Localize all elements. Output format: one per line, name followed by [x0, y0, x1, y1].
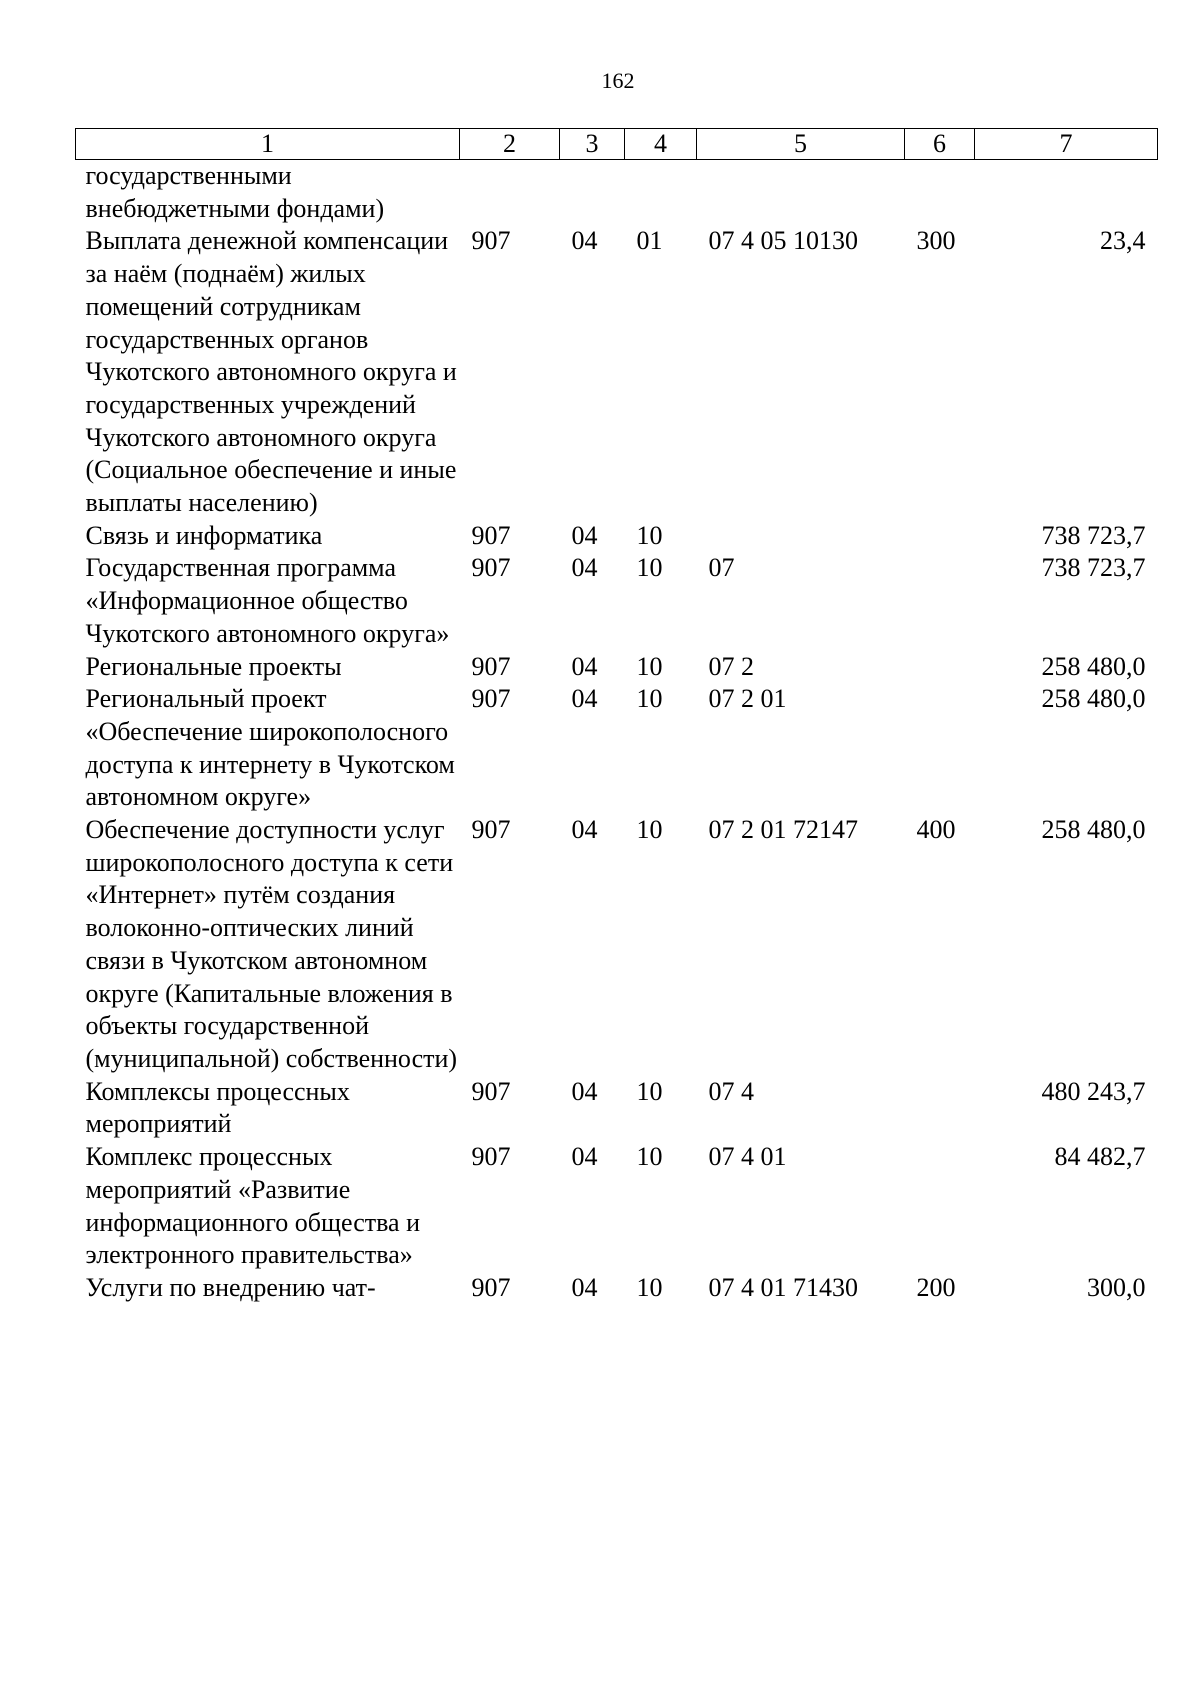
row-admin-code: 907: [471, 553, 511, 583]
column-header-7: 7: [975, 129, 1158, 160]
row-admin-code: 907: [471, 651, 511, 681]
row-target-article: 07 2: [708, 651, 754, 681]
row-admin-code: 907: [471, 684, 511, 714]
row-name: Обеспечение доступности услуг широкополосного доступа к сети «Интернет» путём создания волоконно-оптических линий связи в Чукотском автономном округе (Капитальные вложения в объекты государственной (муниципальной) собственности): [85, 815, 458, 1073]
row-section: 04: [571, 520, 598, 550]
row-amount: 258 480,0: [1041, 684, 1146, 714]
row-section: 04: [571, 1076, 598, 1106]
column-header-3: 3: [560, 129, 625, 160]
row-admin-code: 907: [471, 226, 511, 256]
table-header-row: [76, 129, 1158, 160]
row-expense-type: [905, 520, 975, 553]
table-row: [76, 160, 1158, 226]
row-name: государственными внебюджетными фондами): [85, 161, 385, 223]
row-amount: 258 480,0: [1041, 815, 1146, 845]
row-subsection: 10: [636, 1142, 663, 1172]
row-amount: 84 482,7: [1054, 1142, 1146, 1172]
row-target-article: [697, 160, 905, 226]
row-target-article: 07 4 01 71430: [708, 1272, 858, 1302]
page-number: 162: [601, 68, 635, 93]
column-header-6: 6: [905, 129, 975, 160]
row-expense-type: [905, 651, 975, 684]
row-expense-type: [905, 1076, 975, 1141]
row-admin-code: 907: [471, 815, 511, 845]
row-expense-type: 300: [916, 226, 956, 256]
row-admin-code: 907: [471, 520, 511, 550]
row-expense-type: [905, 160, 975, 226]
row-target-article: 07 4: [708, 1076, 754, 1106]
row-name: Комплексы процессных мероприятий: [85, 1076, 350, 1139]
row-section: 04: [571, 226, 598, 256]
column-header-2: 2: [460, 129, 560, 160]
row-subsection: [625, 160, 697, 226]
row-name: Комплекс процессных мероприятий «Развитие информационного общества и электронного правительства»: [85, 1142, 420, 1270]
table-row: [76, 552, 1158, 650]
table-row: [76, 814, 1158, 1076]
row-expense-type: [905, 1141, 975, 1272]
table-row: [76, 1272, 1158, 1305]
row-target-article: 07 2 01 72147: [708, 815, 858, 845]
row-subsection: 10: [636, 815, 663, 845]
row-name: Государственная программа «Информационное общество Чукотского автономного округа»: [85, 553, 450, 648]
row-subsection: 01: [636, 226, 663, 256]
table-body: [76, 160, 1158, 1305]
row-subsection: 10: [636, 684, 663, 714]
row-expense-type: [905, 683, 975, 814]
row-expense-type: 400: [916, 815, 956, 845]
row-section: 04: [571, 684, 598, 714]
budget-table: [75, 128, 1158, 1305]
row-admin-code: 907: [471, 1142, 511, 1172]
row-subsection: 10: [636, 651, 663, 681]
row-expense-type: 200: [916, 1272, 956, 1302]
row-target-article: [697, 520, 905, 553]
row-amount: 300,0: [1087, 1272, 1146, 1302]
row-amount: 480 243,7: [1041, 1076, 1146, 1106]
row-section: 04: [571, 553, 598, 583]
table-row: [76, 520, 1158, 553]
table-row: [76, 1076, 1158, 1141]
row-name: Региональный проект «Обеспечение широкополосного доступа к интернету в Чукотском автономном округе»: [85, 684, 455, 812]
column-header-4: 4: [625, 129, 697, 160]
row-section: 04: [571, 1142, 598, 1172]
row-amount: [975, 160, 1158, 226]
table-row: [76, 651, 1158, 684]
row-target-article: 07 4 05 10130: [708, 226, 858, 256]
row-target-article: 07 2 01: [708, 684, 787, 714]
row-name: Связь и информатика: [85, 520, 323, 550]
row-subsection: 10: [636, 520, 663, 550]
table-row: [76, 683, 1158, 814]
table-row: [76, 1141, 1158, 1272]
row-section: [560, 160, 625, 226]
row-target-article: 07: [708, 553, 735, 583]
row-section: 04: [571, 1272, 598, 1302]
row-amount: 258 480,0: [1041, 651, 1146, 681]
row-target-article: 07 4 01: [708, 1142, 787, 1172]
table-row: [76, 225, 1158, 519]
row-section: 04: [571, 651, 598, 681]
row-subsection: 10: [636, 1076, 663, 1106]
column-header-5: 5: [697, 129, 905, 160]
row-subsection: 10: [636, 553, 663, 583]
row-name: Региональные проекты: [85, 651, 342, 681]
row-section: 04: [571, 815, 598, 845]
column-header-1: 1: [76, 129, 460, 160]
row-expense-type: [905, 552, 975, 650]
row-admin-code: 907: [471, 1076, 511, 1106]
row-amount: 23,4: [1100, 226, 1146, 256]
row-subsection: 10: [636, 1272, 663, 1302]
row-admin-code: [460, 160, 560, 226]
row-name: Услуги по внедрению чат-: [85, 1272, 376, 1302]
row-name: Выплата денежной компенсации за наём (поднаём) жилых помещений сотрудникам государственных органов Чукотского автономного округа и государственных учреждений Чукотского автономного округа (Социальное обеспечение и иные выплаты населению): [85, 226, 457, 518]
row-amount: 738 723,7: [1041, 553, 1146, 583]
row-admin-code: 907: [471, 1272, 511, 1302]
row-amount: 738 723,7: [1041, 520, 1146, 550]
